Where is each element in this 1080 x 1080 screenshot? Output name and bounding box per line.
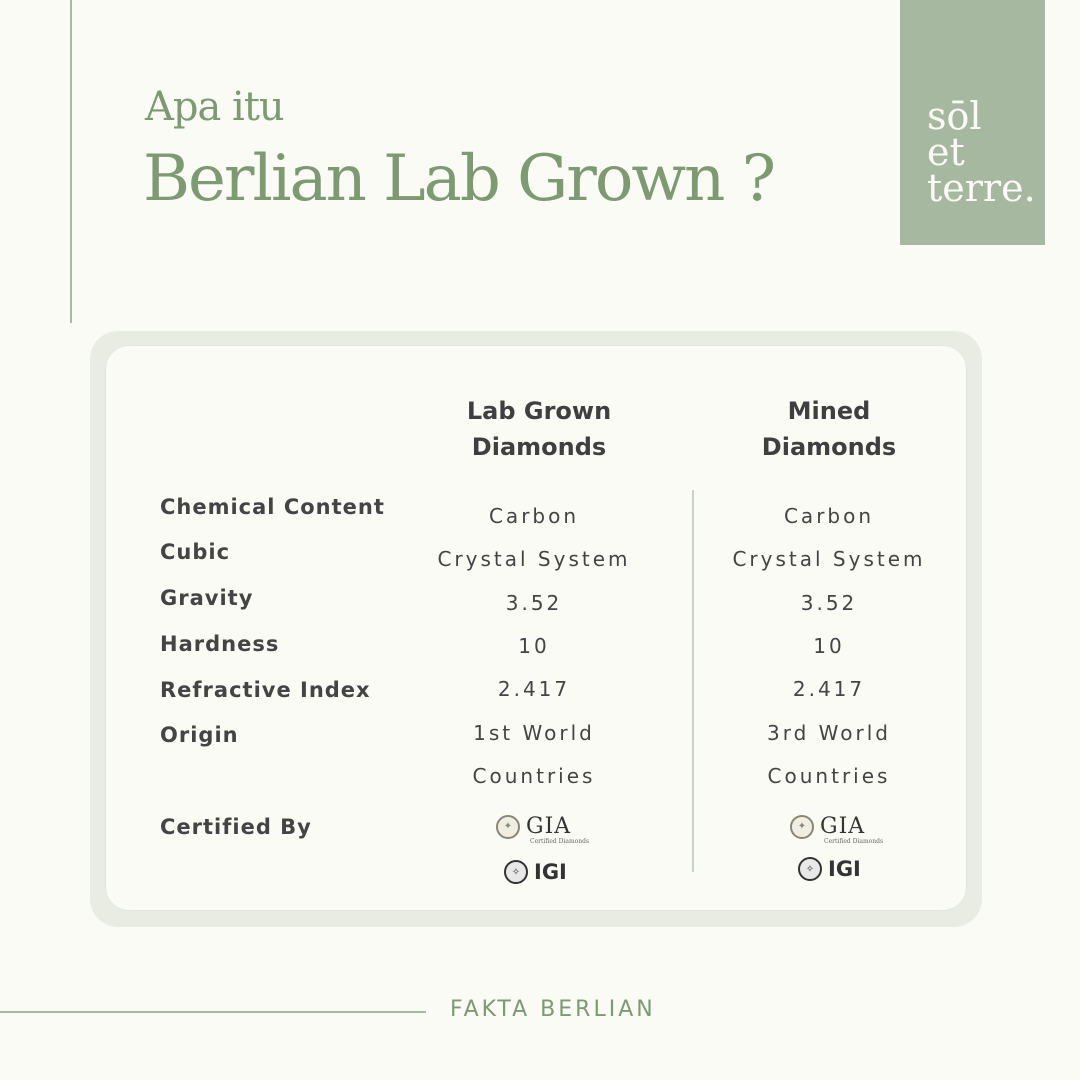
logo-line-3: terre.: [927, 166, 1036, 210]
mined-origin-line1: 3rd World: [767, 721, 891, 745]
lab-grown-origin-line1: 1st World: [473, 721, 595, 745]
mined-gravity: 3.52: [800, 591, 858, 615]
logo-line-1: sōl: [927, 94, 982, 138]
lab-grown-chemical: Carbon: [488, 504, 580, 528]
mined-origin-line2: Countries: [767, 764, 891, 788]
gia-seal-icon: ✦: [496, 815, 520, 839]
row-label-gravity: Gravity: [160, 586, 254, 610]
lab-grown-refractive: 2.417: [497, 677, 571, 701]
column-header-mined: Mined Diamonds: [761, 397, 897, 461]
row-label-certified-by: Certified By: [160, 815, 312, 839]
logo-line-2: et: [927, 130, 965, 174]
gia-seal-icon: ✦: [790, 815, 814, 839]
igi-badge-lab-grown: ✧ IGI: [504, 860, 567, 884]
lab-grown-hardness: 10: [518, 634, 550, 658]
lab-grown-origin-line2: Countries: [472, 764, 596, 788]
footer-label: FAKTA BERLIAN: [450, 997, 656, 1022]
left-vertical-rule: [70, 0, 72, 323]
igi-seal-icon: ✧: [798, 857, 822, 881]
mined-chemical: Carbon: [783, 504, 875, 528]
row-label-cubic: Cubic: [160, 540, 231, 564]
column-divider: [692, 490, 694, 872]
row-label-refractive-index: Refractive Index: [160, 678, 371, 702]
lab-grown-gravity: 3.52: [505, 591, 563, 615]
gia-badge-mined: ✦ GIA Certified Diamonds: [790, 814, 865, 839]
page-subtitle: Apa itu: [145, 84, 284, 130]
mined-hardness: 10: [813, 634, 845, 658]
column-header-lab-grown: Lab Grown Diamonds: [466, 397, 612, 461]
footer-rule: [0, 1011, 426, 1013]
mined-refractive: 2.417: [792, 677, 866, 701]
row-label-hardness: Hardness: [160, 632, 280, 656]
igi-seal-icon: ✧: [504, 860, 528, 884]
page-title: Berlian Lab Grown ?: [143, 142, 775, 216]
brand-logo-text: [927, 94, 1036, 210]
brand-logo: [900, 0, 1045, 245]
lab-grown-cubic: Crystal System: [437, 547, 631, 571]
gia-badge-lab-grown: ✦ GIA Certified Diamonds: [496, 814, 571, 839]
row-label-chemical-content: Chemical Content: [160, 495, 385, 519]
row-label-origin: Origin: [160, 723, 239, 747]
mined-cubic: Crystal System: [732, 547, 926, 571]
igi-badge-mined: ✧ IGI: [798, 857, 861, 881]
